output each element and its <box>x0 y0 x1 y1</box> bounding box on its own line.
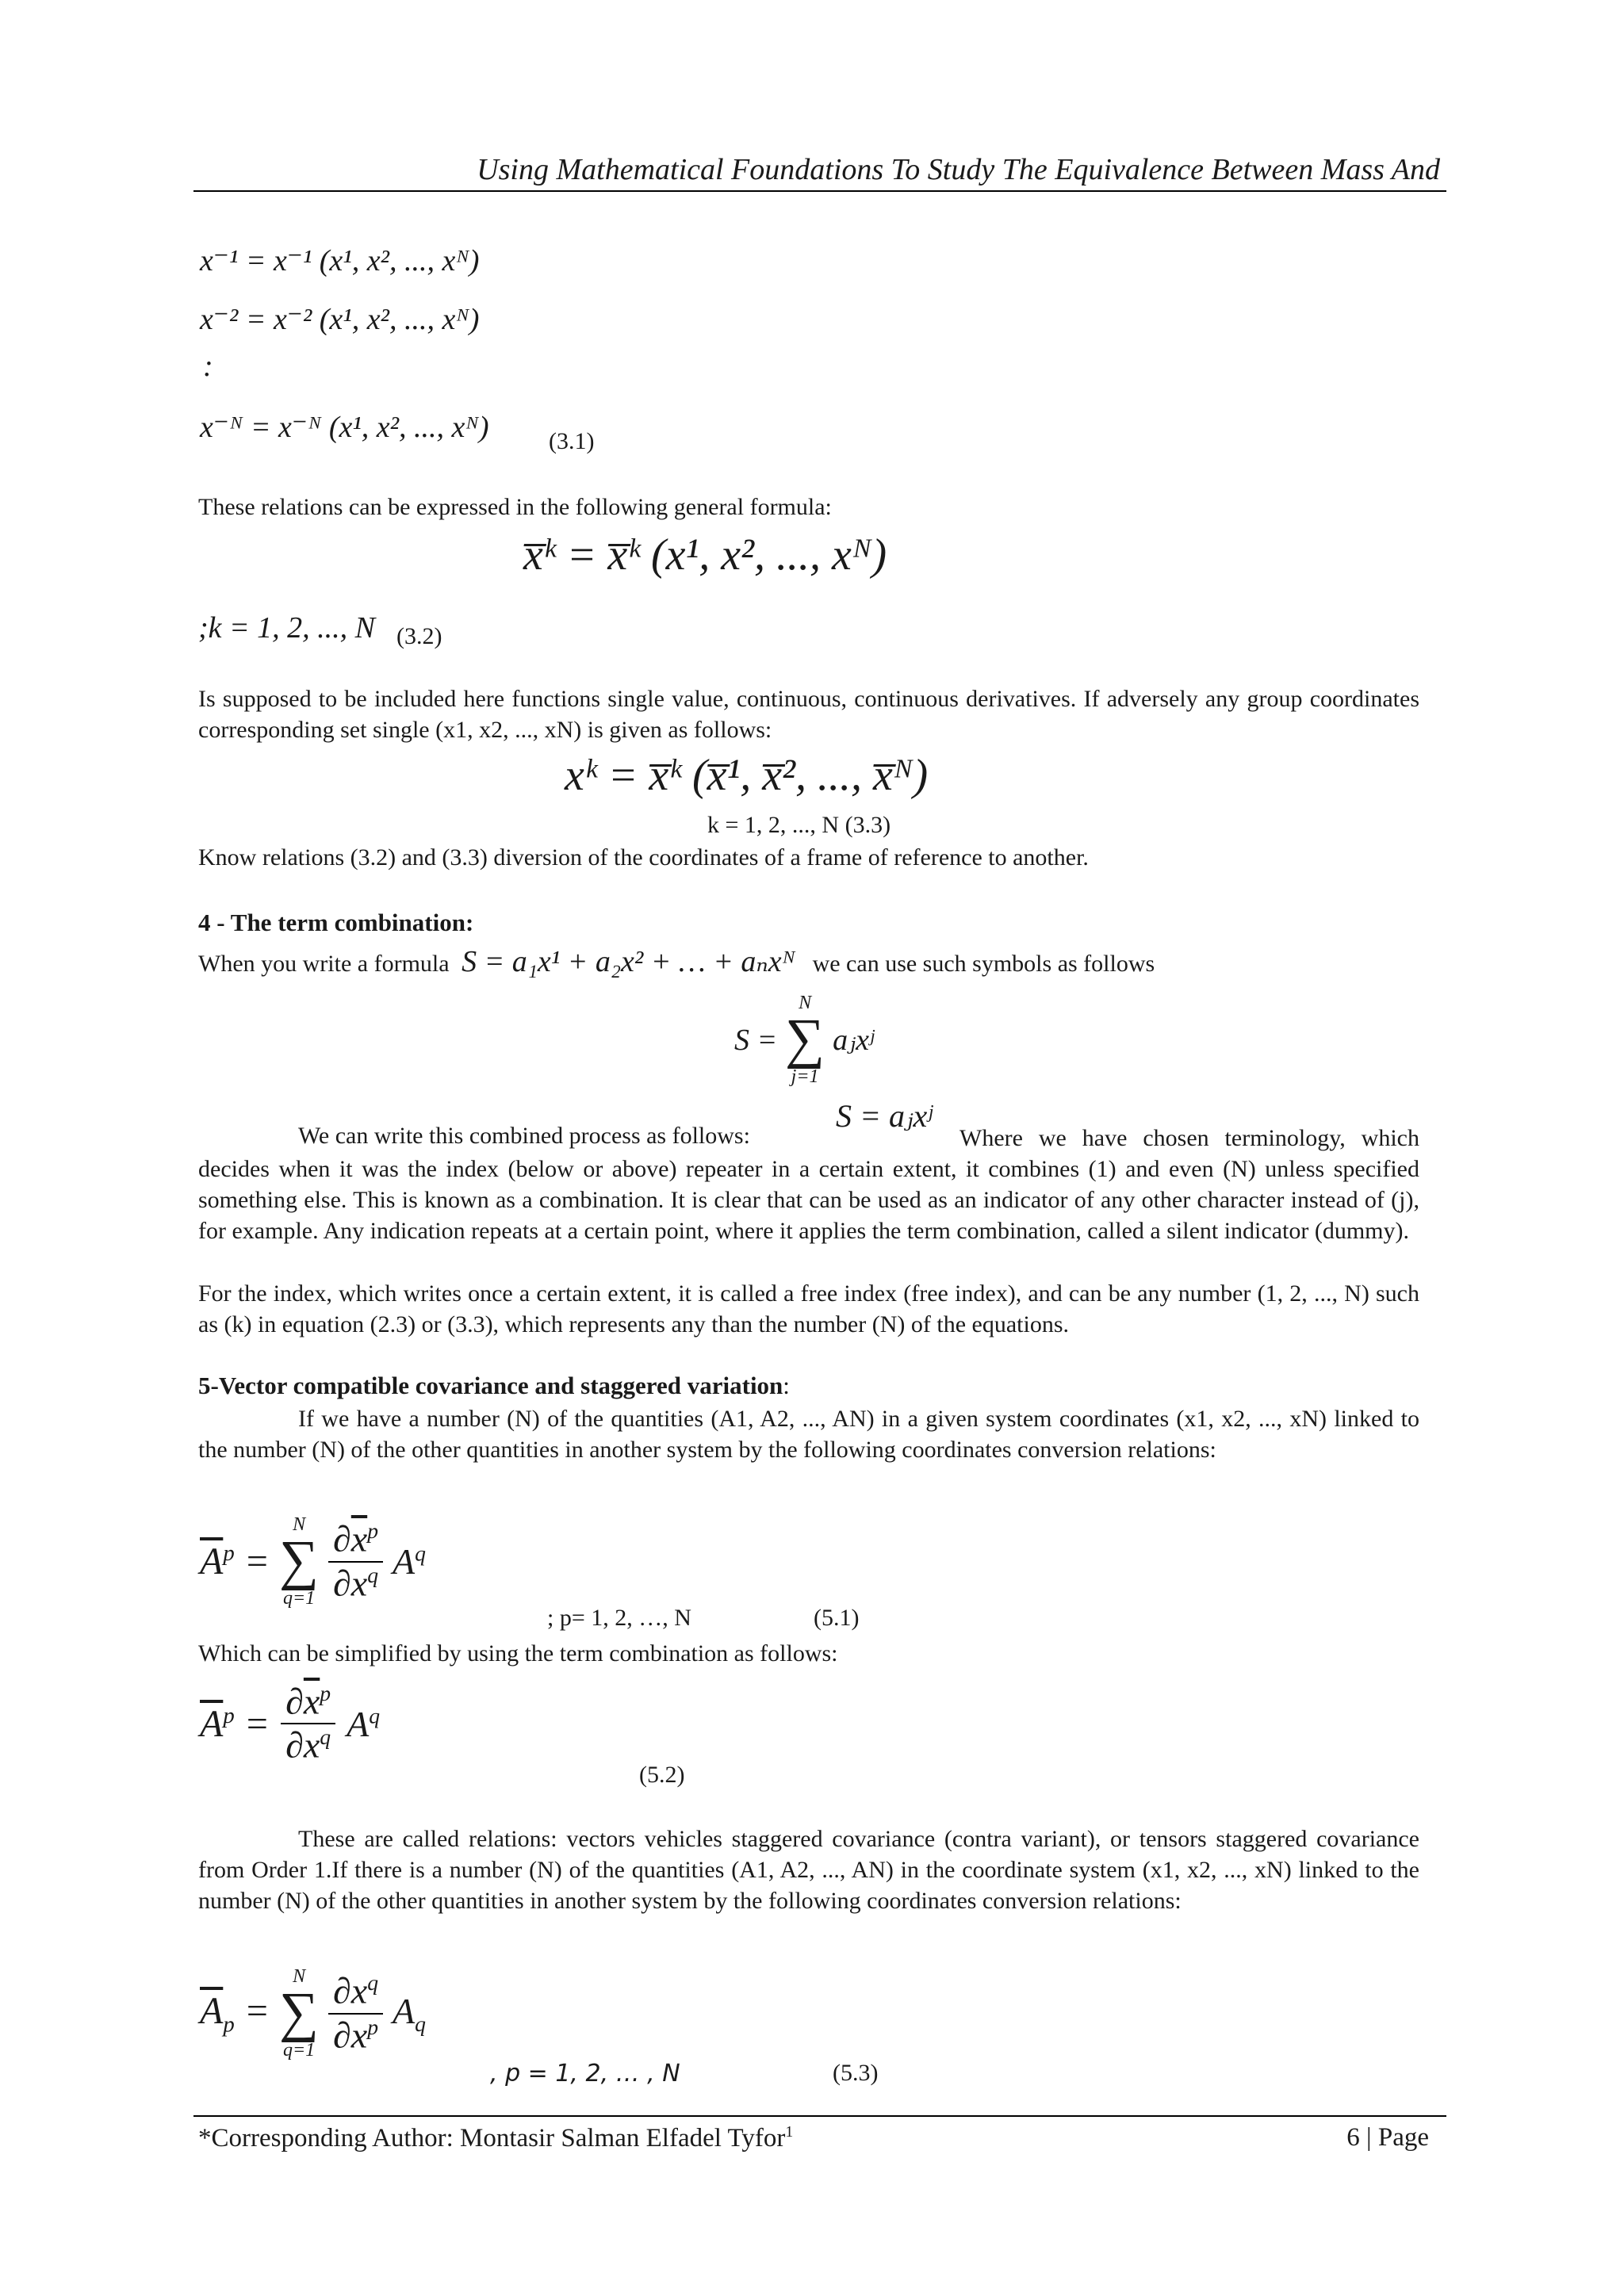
sum-equation <box>734 993 874 1087</box>
eq52-fraction: $\frac{\partial\overline{x}^p}{\partial x^q}$ <box>281 1681 335 1766</box>
equation-line-3: x⁻ᴺ = x⁻ᴺ (x¹, x², ..., xᴺ) <box>200 411 489 444</box>
equation-3-2-condition: ;k = 1, 2, ..., N <box>198 611 376 645</box>
paragraph-quantities: If we have a number (N) of the quantities (A1, A2, ..., AN) in a given system coordinates (x1, x2, ..., xN) linked to the number (N) of the other quantities in another system by the following coordinates conversion relations: <box>198 1406 1419 1463</box>
eq53-sum: N ∑ q=1 <box>279 1966 320 2061</box>
eq53-condition: , p = 1, 2, … , N <box>490 2060 680 2087</box>
eq53-lhs: $\overline{A}_p$ = <box>200 1989 270 2038</box>
eq51-rhs: $A^q$ <box>392 1540 426 1582</box>
equation-line-2: x⁻² = x⁻² (x¹, x², ..., xᴺ) <box>200 303 480 336</box>
intro-tail: we can use such symbols as follows <box>812 951 1155 977</box>
section-5-heading <box>198 1372 790 1400</box>
eq51-sum: N ∑ q=1 <box>279 1514 320 1609</box>
paragraph-free-index: For the index, which writes once a certain extent, it is called a free index (free index), and can be any number (1, 2, ..., N) such as (k) in equation (2.3) or (3.3), which represents any than the number (N) of the equations. <box>198 1280 1419 1337</box>
eq53-rhs: $A_q$ <box>392 1991 426 2037</box>
footer-rule <box>193 2115 1446 2117</box>
equation-5-2 <box>200 1681 380 1766</box>
sum-upper-limit: N <box>799 993 812 1013</box>
footer-page-number: 6 | Page <box>1346 2123 1429 2152</box>
paragraph-combined-process: Where we have chosen terminology, which decides when it was the index (below or above) repeater in a certain extent, it combines (1) and even (N) unless specified something else. This is known as a combination. It is clear that can be used as an indicator of any other character instead of (j), for example. Any indication repeats at a certain point, where it applies the term combination, called a silent indicator (dummy). <box>198 1125 1419 1244</box>
sum-lower-limit: j=1 <box>791 1066 819 1087</box>
equation-number-5-2: (5.2) <box>639 1762 685 1788</box>
equation-number-5-3: (5.3) <box>833 2060 879 2086</box>
section-4-heading: 4 - The term combination: <box>198 909 474 936</box>
eq52-rhs: $A^q$ <box>347 1703 380 1744</box>
footer-author-sup: 1 <box>785 2123 794 2141</box>
footer-author <box>198 2123 793 2153</box>
equation-number-5-1: (5.1) <box>814 1605 860 1631</box>
combined-formula: S = aⱼxʲ <box>836 1098 933 1134</box>
eq51-lhs: $\overline{A}^p$ = <box>200 1540 270 1583</box>
equation-vdots: : <box>203 350 213 383</box>
eq51-fraction: $\frac{\partial\overline{x}^p}{\partial x^q}$ <box>328 1518 383 1604</box>
eq52-lhs: $\overline{A}^p$ = <box>200 1702 270 1745</box>
inline-formula: S = a₁x¹ + a₂x² + … + aₙxᴺ <box>462 945 796 978</box>
paragraph-simplified: Which can be simplified by using the term combination as follows: <box>198 1640 838 1667</box>
equation-3-3: xᵏ = x̅ᵏ (x̅¹, x̅², ..., x̅ᴺ) <box>565 751 929 800</box>
equation-3-3-condition: k = 1, 2, ..., N (3.3) <box>707 812 891 838</box>
equation-number-3-1: (3.1) <box>549 428 595 454</box>
eq51-condition: ; p= 1, 2, …, N <box>547 1605 691 1631</box>
running-header: Using Mathematical Foundations To Study The Equivalence Between Mass And <box>477 153 1440 186</box>
sigma-symbol: ∑ <box>785 1008 825 1070</box>
equation-3-2: x̅ᵏ = x̅ᵏ (x¹, x², ..., xᴺ) <box>523 530 887 580</box>
section-5-heading-text: 5-Vector compatible covariance and staggered variation <box>198 1372 783 1399</box>
sum-lhs: S = <box>734 1023 778 1057</box>
paragraph-general-formula: These relations can be expressed in the following general formula: <box>198 494 832 520</box>
section-4-intro <box>198 943 1155 979</box>
equation-5-1 <box>200 1514 426 1609</box>
equation-5-3 <box>200 1966 426 2061</box>
sum-body: aⱼxʲ <box>833 1024 875 1058</box>
intro-text: When you write a formula <box>198 951 450 977</box>
sum-operator <box>785 993 825 1087</box>
equation-number-3-2: (3.2) <box>396 623 442 649</box>
paragraph-combined-process-lead: We can write this combined process as follows: <box>298 1123 750 1149</box>
footer-author-text: *Corresponding Author: Montasir Salman Elfadel Tyfor <box>198 2124 786 2152</box>
paragraph-single-value: Is supposed to be included here functions single value, continuous, continuous derivatives. If adversely any group coordinates corresponding set single (x1, x2, ..., xN) is given as follows: <box>198 686 1419 743</box>
paragraph-know-relations: Know relations (3.2) and (3.3) diversion of the coordinates of a frame of reference to another. <box>198 844 1089 871</box>
equation-line-1: x⁻¹ = x⁻¹ (x¹, x², ..., xᴺ) <box>200 244 480 277</box>
section-5-heading-colon: : <box>783 1372 790 1399</box>
eq53-fraction: $\frac{\partial x^q}{\partial x^p}$ <box>328 1970 383 2056</box>
header-rule <box>193 190 1446 192</box>
paragraph-contravariant: These are called relations: vectors vehicles staggered covariance (contra variant), or tensors staggered covariance from Order 1.If there is a number (N) of the quantities (A1, A2, ..., AN) in the coordinate system (x1, x2, ..., xN) linked to the number (N) of the other quantities in another system by the following coordinates conversion relations: <box>198 1826 1419 1914</box>
